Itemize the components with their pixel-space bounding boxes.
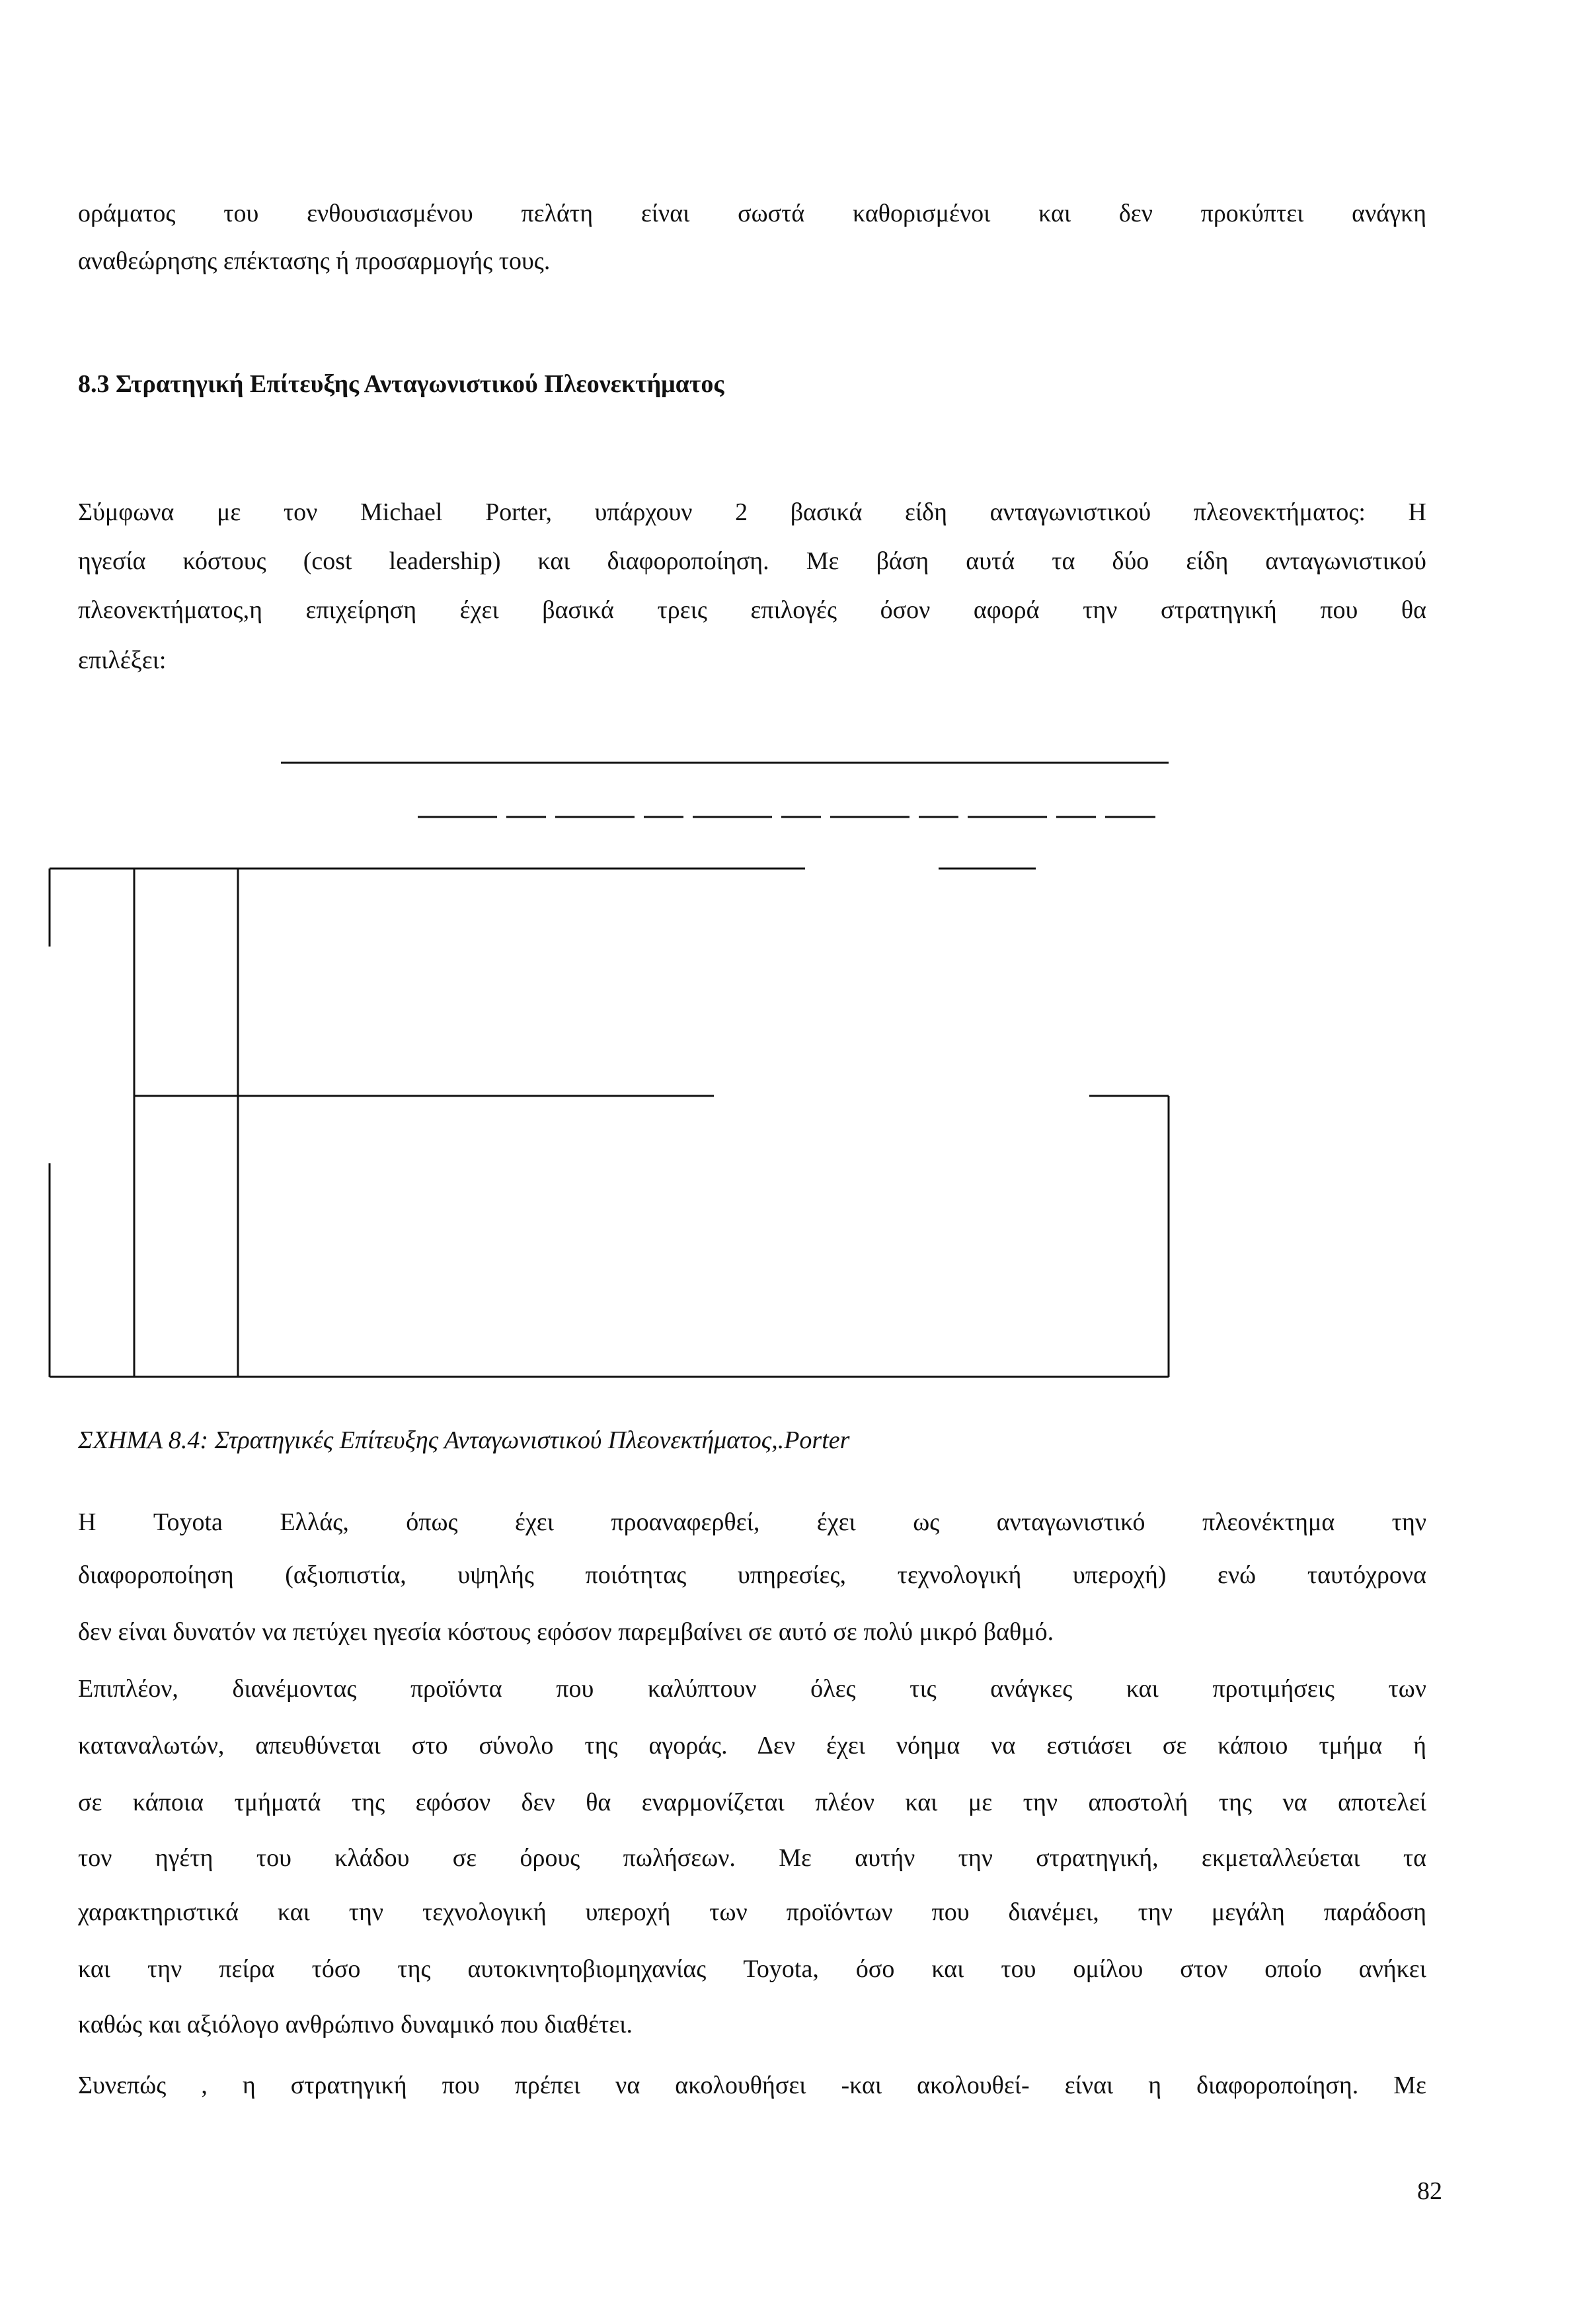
paragraph2-line-2: διαφοροποίηση (αξιοπιστία, υψηλής ποιότητας υπηρεσίες, τεχνολογική υπεροχή) ενώ ταυτόχρονα xyxy=(78,1561,1426,1589)
intro-line-1: οράματος του ενθουσιασμένου πελάτη είναι σωστά καθορισμένοι και δεν προκύπτει ανάγκη xyxy=(78,200,1426,227)
figure-caption: ΣΧΗΜΑ 8.4: Στρατηγικές Επίτευξης Ανταγωνιστικού Πλεονεκτήματος,.Porter xyxy=(78,1426,850,1454)
paragraph3-line-4: τον ηγέτη του κλάδου σε όρους πωλήσεων. Με αυτήν την στρατηγική, εκμεταλλεύεται τα xyxy=(78,1844,1426,1872)
paragraph3-line-5: χαρακτηριστικά και την τεχνολογική υπεροχή των προϊόντων που διανέμει, την μεγάλη παράδοση xyxy=(78,1898,1426,1926)
paragraph1-line-2: ηγεσία κόστους (cost leadership) και διαφοροποίηση. Με βάση αυτά τα δύο είδη ανταγωνιστικού xyxy=(78,547,1426,575)
paragraph1-line-1: Σύμφωνα με τον Michael Porter, υπάρχουν 2 βασικά είδη ανταγωνιστικού πλεονεκτήματος: Η xyxy=(78,498,1426,526)
paragraph4-line-1: Συνεπώς , η στρατηγική που πρέπει να ακολουθήσει -και ακολουθεί- είναι η διαφοροποίηση. Με xyxy=(78,2072,1426,2099)
paragraph1-line-4: επιλέξει: xyxy=(78,646,167,674)
section-heading: 8.3 Στρατηγική Επίτευξης Ανταγωνιστικού Πλεονεκτήματος xyxy=(78,370,724,398)
page-number: 82 xyxy=(1417,2177,1442,2205)
paragraph3-line-1: Επιπλέον, διανέμοντας προϊόντα που καλύπτουν όλες τις ανάγκες και προτιμήσεις των xyxy=(78,1675,1426,1703)
paragraph3-line-6: και την πείρα τόσο της αυτοκινητοβιομηχανίας Toyota, όσο και του ομίλου στον οποίο ανήκει xyxy=(78,1955,1426,1983)
paragraph2-line-1: Η Toyota Ελλάς, όπως έχει προαναφερθεί, έχει ως ανταγωνιστικό πλεονέκτημα την xyxy=(78,1508,1426,1536)
paragraph3-line-3: σε κάποια τμήματά της εφόσον δεν θα εναρμονίζεται πλέον και με την αποστολή της να αποτελεί xyxy=(78,1789,1426,1816)
paragraph3-line-7: καθώς και αξιόλογο ανθρώπινο δυναμικό που διαθέτει. xyxy=(78,2011,633,2038)
paragraph1-line-3: πλεονεκτήματος,η επιχείρηση έχει βασικά τρεις επιλογές όσον αφορά την στρατηγική που θα xyxy=(78,596,1426,624)
paragraph2-line-3: δεν είναι δυνατόν να πετύχει ηγεσία κόστους εφόσον παρεμβαίνει σε αυτό σε πολύ μικρό βαθμό. xyxy=(78,1618,1054,1646)
intro-line-2: αναθεώρησης επέκτασης ή προσαρμογής τους. xyxy=(78,247,551,275)
paragraph3-line-2: καταναλωτών, απευθύνεται στο σύνολο της αγοράς. Δεν έχει νόημα να εστιάσει σε κάποιο τμήμα ή xyxy=(78,1732,1426,1760)
